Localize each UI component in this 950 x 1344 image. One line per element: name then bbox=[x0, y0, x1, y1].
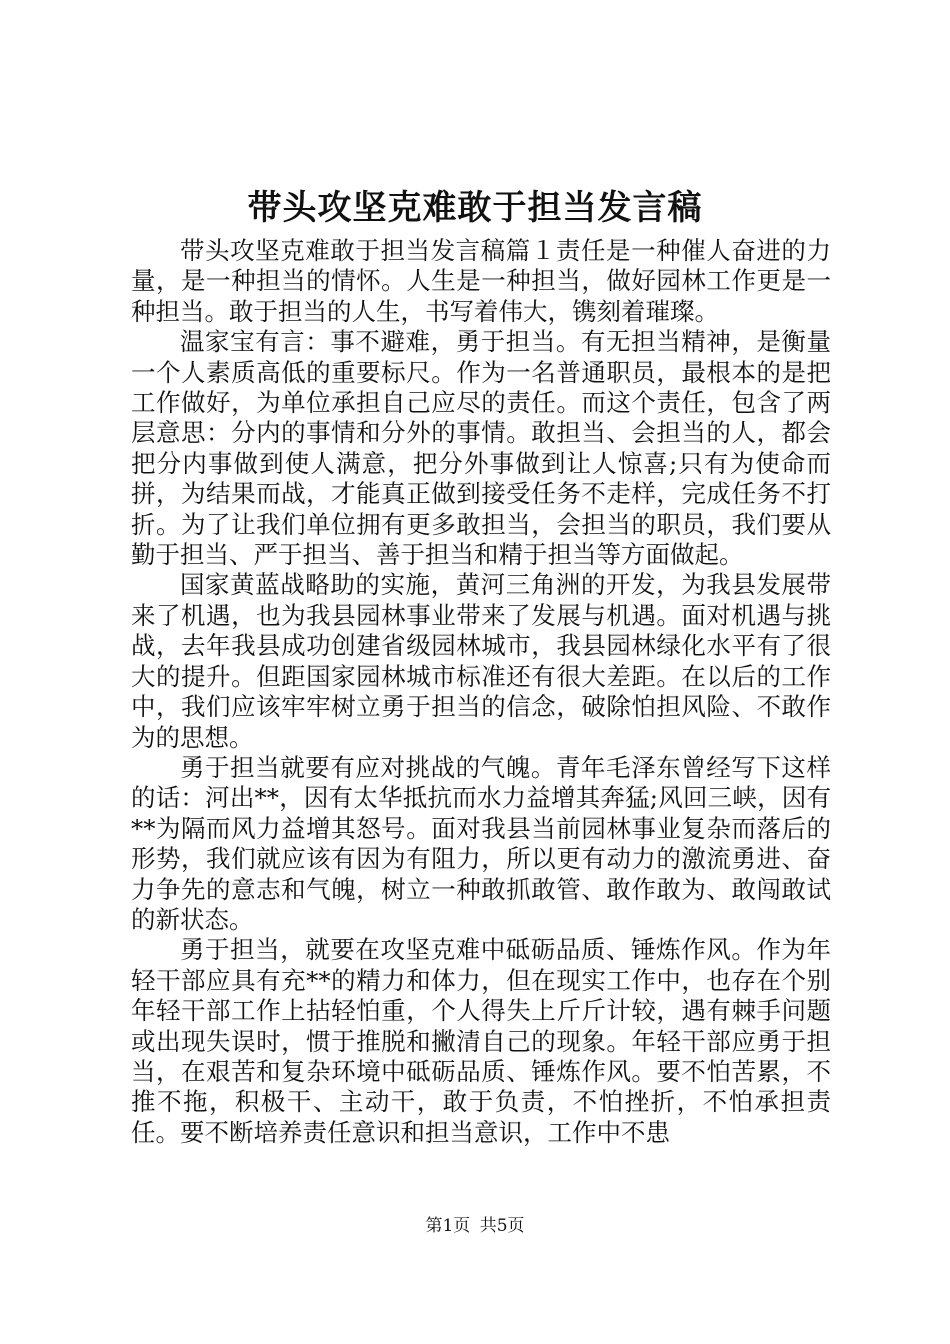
paragraph-1: 带头攻坚克难敢于担当发言稿篇１责任是一种催人奋进的力量，是一种担当的情怀。人生是一种担当，做好园林工作更是一种担当。敢于担当的人生，书写着伟大，镌刻着璀璨。 bbox=[131, 236, 831, 326]
paragraph-4: 勇于担当就要有应对挑战的气魄。青年毛泽东曾经写下这样的话：河出**，因有太华抵抗而水力益增其奔猛;风回三峡，因有**为隔而风力益增其怒号。面对我县当前园林事业复杂而落后的形势，我们就应该有因为有阻力，所以更有动力的激流勇进、奋力争先的意志和气魄，树立一种敢抓敢管、敢作敢为、敢闯敢试的新状态。 bbox=[131, 752, 831, 934]
paragraph-3: 国家黄蓝战略助的实施，黄河三角洲的开发，为我县发展带来了机遇，也为我县园林事业带来了发展与机遇。面对机遇与挑战，去年我县成功创建省级园林城市，我县园林绿化水平有了很大的提升。但距国家园林城市标准还有很大差距。在以后的工作中，我们应该牢牢树立勇于担当的信念，破除怕担风险、不敢作为的思想。 bbox=[131, 570, 831, 752]
page-total: 共5页 bbox=[479, 1216, 525, 1236]
paragraph-2: 温家宝有言：事不避难，勇于担当。有无担当精神，是衡量一个人素质高低的重要标尺。作为一名普通职员，最根本的是把工作做好，为单位承担自己应尽的责任。而这个责任，包含了两层意思：分内的事情和分外的事情。敢担当、会担当的人，都会把分内事做到使人满意，把分外事做到让人惊喜;只有为使命而拼，为结果而战，才能真正做到接受任务不走样，完成任务不打折。为了让我们单位拥有更多敢担当，会担当的职员，我们要从勤于担当、严于担当、善于担当和精于担当等方面做起。 bbox=[131, 327, 831, 570]
document-body bbox=[131, 236, 831, 1148]
page-number: 第1页 bbox=[425, 1216, 471, 1236]
paragraph-5: 勇于担当，就要在攻坚克难中砥砺品质、锤炼作风。作为年轻干部应具有充**的精力和体力，但在现实工作中，也存在个别年轻干部工作上拈轻怕重，个人得失上斤斤计较，遇有棘手问题或出现失误时，惯于推脱和撇清自己的现象。年轻干部应勇于担当，在艰苦和复杂环境中砥砺品质、锤炼作风。要不怕苦累，不推不拖，积极干、主动干，敢于负责，不怕挫折，不怕承担责任。要不断培养责任意识和担当意识，工作中不患 bbox=[131, 935, 831, 1147]
page-footer bbox=[0, 1215, 950, 1237]
document-title: 带头攻坚克难敢于担当发言稿 bbox=[247, 188, 703, 228]
